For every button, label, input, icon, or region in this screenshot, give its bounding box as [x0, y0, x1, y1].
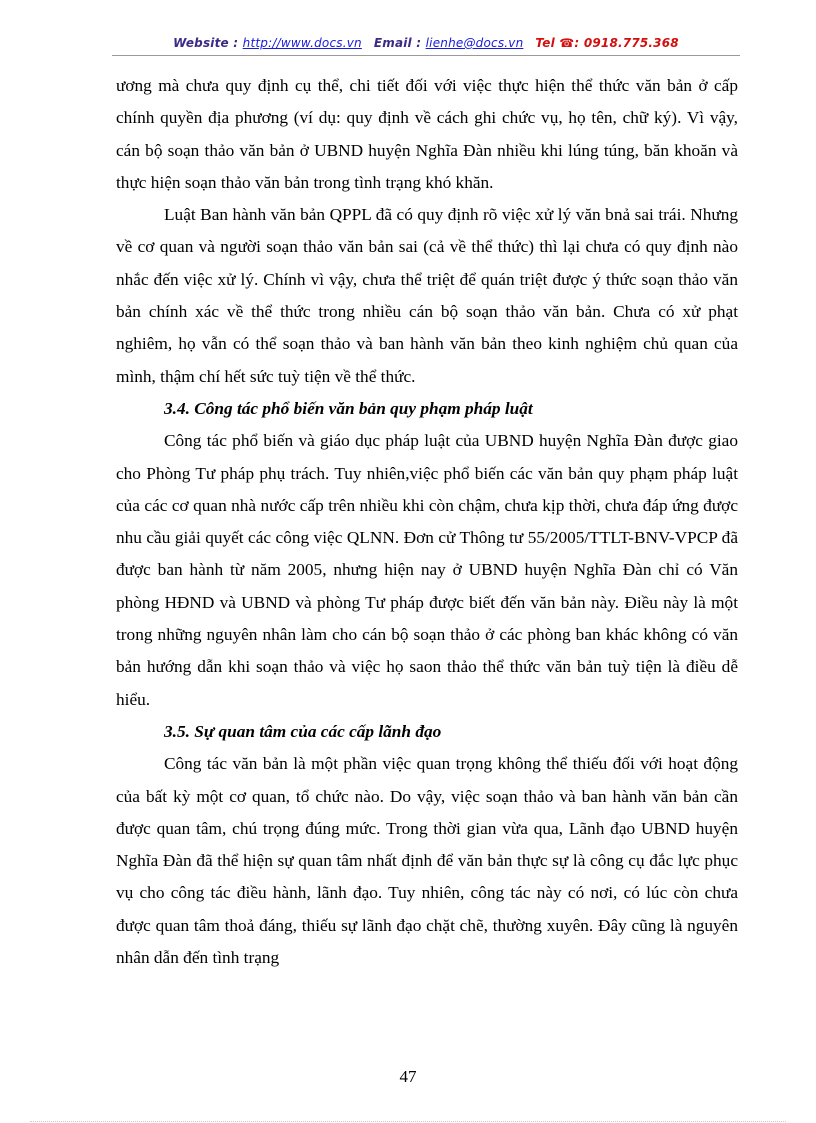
website-label: Website : [173, 36, 243, 50]
tel-number: 0918.775.368 [583, 36, 679, 50]
paragraph-4: Công tác văn bản là một phần việc quan trọng không thể thiếu đối với hoạt động của bất kỳ một cơ quan, tổ chức nào. Do vậy, việc soạn thảo và ban hành văn bản cần được quan tâm, chú trọng đúng mức. Trong thời gian vừa qua, Lãnh đạo UBND huyện Nghĩa Đàn đã thể hiện sự quan tâm nhất định để văn bản thực sự là công cụ đắc lực phục vụ cho công tác điều hành, lãnh đạo. Tuy nhiên, công tác này có nơi, có lúc còn chưa được quan tâm thoả đáng, thiếu sự lãnh đạo chặt chẽ, thường xuyên. Đây cũng là nguyên nhân dẫn đến tình trạng [116, 754, 738, 968]
section-heading-3-5: 3.5. Sự quan tâm của các cấp lãnh đạo [164, 721, 442, 741]
paragraph-1: ương mà chưa quy định cụ thể, chi tiết đối với việc thực hiện thể thức văn bản ở cấp chính quyền địa phương (ví dụ: quy định về cách ghi chức vụ, họ tên, chữ ký). Vì vậy, cán bộ soạn thảo văn bản ở UBND huyện Nghĩa Đàn nhiều khi lúng túng, băn khoăn và thực hiện soạn thảo văn bản trong tình trạng khó khăn. [116, 76, 738, 192]
paragraph-2: Luật Ban hành văn bản QPPL đã có quy định rõ việc xử lý văn bnả sai trái. Nhưng về cơ quan và người soạn thảo văn bản sai (cả về thể thức) thì lại chưa có quy định nào nhắc đến việc xử lý. Chính vì vậy, chưa thể triệt để quán triệt được ý thức soạn thảo văn bản chính xác về thể thức trong nhiều cán bộ soạn thảo văn bản. Chưa có xử phạt nghiêm, họ vẫn có thể soạn thảo và ban hành văn bản theo kinh nghiệm chủ quan của mình, thậm chí hết sức tuỳ tiện về thể thức. [116, 205, 738, 386]
email-label: Email : [373, 36, 426, 50]
section-heading-3-4: 3.4. Công tác phổ biến văn bản quy phạm pháp luật [164, 398, 533, 418]
tel-label: Tel ☎: [535, 36, 584, 50]
paragraph-3: Công tác phổ biến và giáo dục pháp luật của UBND huyện Nghĩa Đàn được giao cho Phòng Tư pháp phụ trách. Tuy nhiên,việc phổ biến các văn bản quy phạm pháp luật của các cơ quan nhà nước cấp trên nhiều khi còn chậm, chưa kịp thời, chưa đáp ứng được nhu cầu giải quyết các công việc QLNN. Đơn cử Thông tư 55/2005/TTLT-BNV-VPCP đã được ban hành từ năm 2005, nhưng hiện nay ở UBND huyện Nghĩa Đàn chỉ có Văn phòng HĐND và UBND và phòng Tư pháp được biết đến văn bản này. Điều này là một trong những nguyên nhân làm cho cán bộ soạn thảo ở các phòng ban khác không có văn bản hướng dẫn khi soạn thảo và việc họ saon thảo thể thức văn bản tuỳ tiện là điều dễ hiểu. [116, 431, 738, 709]
footer-divider [30, 1121, 786, 1122]
website-link[interactable]: http://www.docs.vn [242, 36, 362, 50]
page-number: 47 [399, 1067, 417, 1086]
header-divider [112, 55, 740, 56]
email-link[interactable]: lienhe@docs.vn [425, 36, 524, 50]
page-header [112, 36, 740, 50]
document-body [116, 70, 738, 974]
